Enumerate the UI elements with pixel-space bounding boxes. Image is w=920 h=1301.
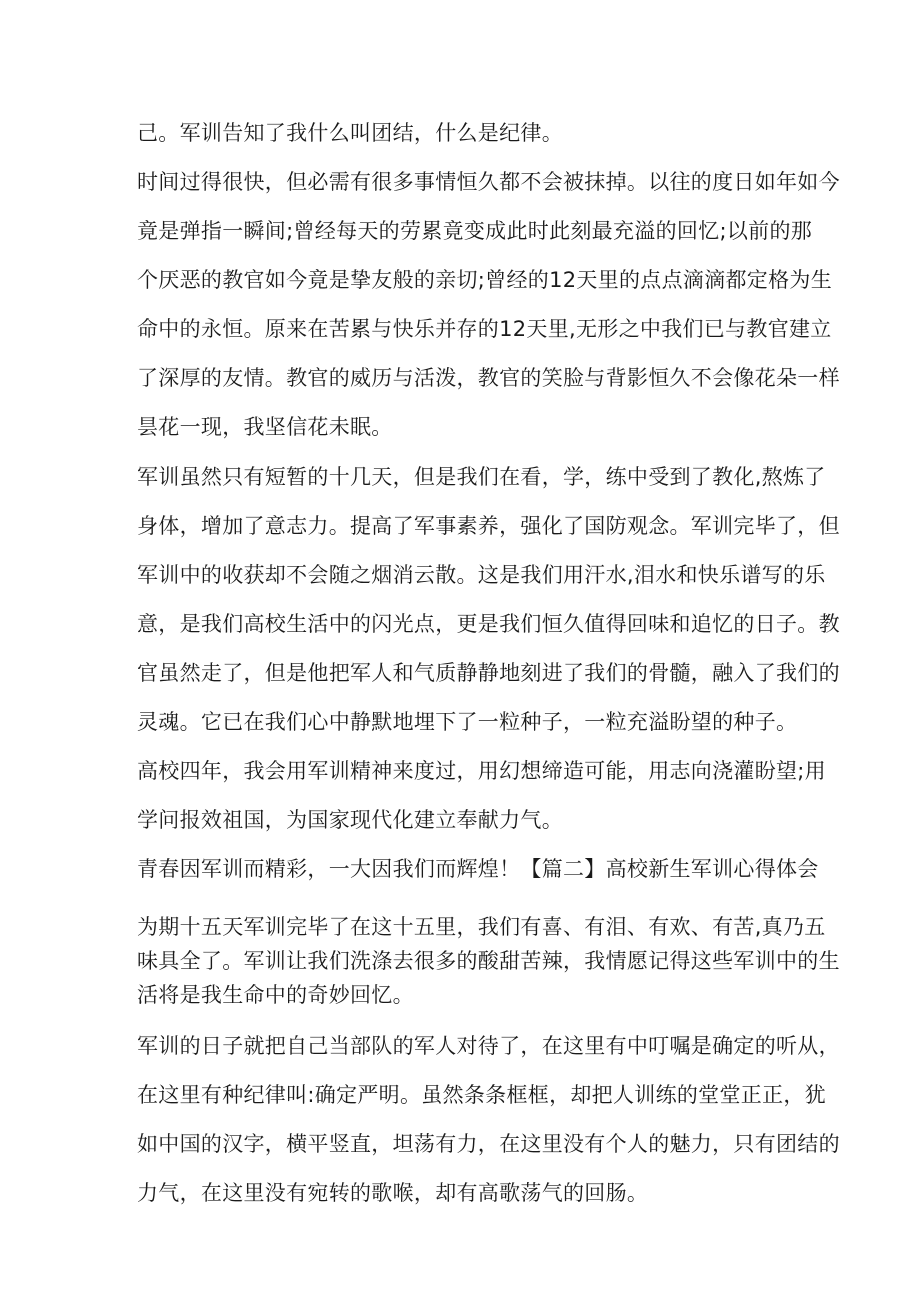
- text-line: 己。军训告知了我什么叫团结，什么是纪律。: [137, 121, 563, 145]
- paragraph-3: [137, 453, 840, 747]
- text-line: 竟是弹指一瞬间;曾经每天的劳累竟变成此时此刻最充溢的回忆;以前的那: [137, 219, 813, 243]
- text-line: 官虽然走了，但是他把军人和气质静静地刻进了我们的骨髓，融入了我们的: [137, 661, 840, 685]
- text-line: 身体，增加了意志力。提高了军事素养，强化了国防观念。军训完毕了，但: [137, 514, 840, 538]
- text-line: 如中国的汉字，横平竖直，坦荡有力，在这里没有个人的魅力，只有团结的: [137, 1132, 840, 1156]
- paragraph-2: [137, 158, 840, 452]
- text-line: 力气，在这里没有宛转的歌喉，却有高歌荡气的回肠。: [137, 1181, 649, 1205]
- text-line: 学问报效祖国，为国家现代化建立奉献力气。: [137, 808, 563, 832]
- text-line: 为期十五天军训完毕了在这十五里，我们有喜、有泪、有欢、有苦,真乃五: [137, 915, 826, 939]
- text-line: 个厌恶的教官如今竟是挚友般的亲切;曾经的12天里的点点滴滴都定格为生: [137, 268, 832, 292]
- text-line: 味具全了。军训让我们洗涤去很多的酸甜苦辣，我情愿记得这些军训中的生: [137, 949, 840, 973]
- paragraph-1: [137, 109, 787, 158]
- paragraph-6: [137, 910, 840, 1012]
- paragraph-5: [137, 845, 819, 894]
- text-line: 命中的永恒。原来在苦累与快乐并存的12天里,无形之中我们已与教官建立: [137, 317, 832, 341]
- paragraph-4: [137, 747, 826, 845]
- text-line: 时间过得很快，但必需有很多事情恒久都不会被抹掉。以往的度日如年如今: [137, 170, 840, 194]
- text-line: 军训虽然只有短暂的十几天，但是我们在看，学，练中受到了教化,熬炼了: [137, 465, 826, 489]
- text-line: 意，是我们高校生活中的闪光点，更是我们恒久值得回味和追忆的日子。教: [137, 612, 840, 636]
- text-line: 昙花一现，我坚信花未眠。: [137, 415, 393, 439]
- text-line: 了深厚的友情。教官的威历与活泼，教官的笑脸与背影恒久不会像花朵一样: [137, 366, 840, 390]
- text-line: 高校四年，我会用军训精神来度过，用幻想缔造可能，用志向浇灌盼望;用: [137, 759, 826, 783]
- text-line: 活将是我生命中的奇妙回忆。: [137, 983, 414, 1007]
- text-line: 军训中的收获却不会随之烟消云散。这是我们用汗水,泪水和快乐谱写的乐: [137, 563, 826, 587]
- text-line: 灵魂。它已在我们心中静默地埋下了一粒种子，一粒充溢盼望的种子。: [137, 710, 798, 734]
- text-line: 青春因军训而精彩，一大因我们而辉煌！【篇二】高校新生军训心得体会: [137, 857, 819, 881]
- paragraph-7: [137, 1022, 840, 1218]
- text-line: 在这里有种纪律叫:确定严明。虽然条条框框，却把人训练的堂堂正正，犹: [137, 1083, 826, 1107]
- text-line: 军训的日子就把自己当部队的军人对待了，在这里有中叮嘱是确定的听从，: [137, 1034, 840, 1058]
